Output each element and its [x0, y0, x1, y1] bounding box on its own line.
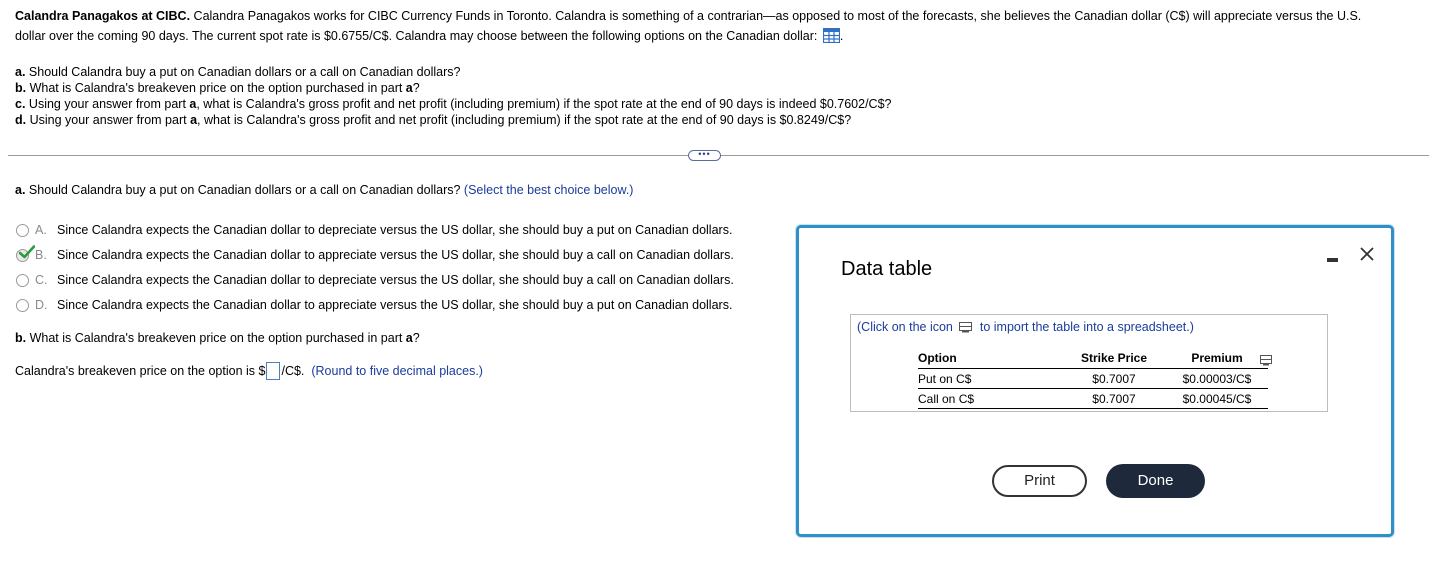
question-b-label: b. — [15, 81, 27, 95]
problem-statement — [15, 6, 1430, 46]
cell-premium: $0.00045/C$ — [1166, 389, 1268, 409]
data-table-frame — [850, 314, 1328, 412]
cell-strike: $0.7007 — [1062, 369, 1166, 389]
cell-strike: $0.7007 — [1062, 389, 1166, 409]
answer-instruction: (Round to five decimal places.) — [311, 364, 483, 378]
problem-text-end: . — [839, 29, 844, 43]
choice-c-letter: C. — [35, 273, 48, 287]
choice-b-letter: B. — [35, 248, 47, 262]
cell-premium: $0.00003/C$ — [1166, 369, 1268, 389]
choice-b[interactable] — [16, 247, 734, 263]
radio-d[interactable] — [16, 299, 29, 312]
data-table-icon[interactable] — [823, 28, 840, 43]
data-table-dialog — [796, 225, 1394, 537]
part-a-instruction: (Select the best choice below.) — [463, 183, 634, 197]
answer-suffix: /C$. — [281, 364, 305, 378]
print-button[interactable]: Print — [992, 465, 1087, 497]
choice-d-letter: D. — [35, 298, 48, 312]
part-a-label: a. — [15, 183, 26, 197]
radio-b[interactable] — [16, 249, 29, 262]
import-note — [857, 320, 1194, 334]
part-a-text: Should Calandra buy a put on Canadian dollars or a call on Canadian dollars? — [25, 183, 464, 197]
part-a-prompt — [15, 183, 633, 197]
question-d-end: , what is Calandra's gross profit and net profit (including premium) if the spot rate at the end of 90 days is $0.8249/C$? — [197, 113, 852, 127]
question-c-text: Using your answer from part — [25, 97, 190, 111]
question-b-text: What is Calandra's breakeven price on the option purchased in part — [26, 81, 406, 95]
done-button[interactable]: Done — [1106, 464, 1205, 498]
part-b-prompt — [15, 331, 420, 345]
header-option: Option — [918, 349, 1062, 369]
header-premium: Premium — [1166, 349, 1268, 369]
table-header-row — [918, 349, 1268, 369]
answer-prefix: Calandra's breakeven price on the option is $ — [15, 364, 266, 378]
import-note-prefix: (Click on the icon — [857, 320, 953, 334]
spreadsheet-icon[interactable] — [959, 322, 972, 333]
choice-d-text: Since Calandra expects the Canadian dollar to appreciate versus the US dollar, she should buy a put on Canadian dollars. — [57, 298, 733, 312]
table-row — [918, 389, 1268, 409]
breakeven-input[interactable] — [266, 362, 280, 380]
close-icon[interactable] — [1358, 245, 1376, 263]
question-d — [15, 112, 892, 128]
problem-title: Calandra Panagakos at CIBC. — [15, 9, 191, 23]
options-table — [918, 349, 1268, 409]
cell-option: Call on C$ — [918, 389, 1062, 409]
part-b-label: b. — [15, 331, 27, 345]
question-c — [15, 96, 892, 112]
question-c-end: , what is Calandra's gross profit and net profit (including premium) if the spot rate at the end of 90 days is indeed $0.7602/C$? — [196, 97, 892, 111]
part-b-answer-line — [15, 362, 483, 380]
part-b-ref: a — [405, 331, 413, 345]
choice-a-letter: A. — [35, 223, 47, 237]
choice-b-text: Since Calandra expects the Canadian dollar to appreciate versus the US dollar, she should buy a call on Canadian dollars. — [57, 248, 734, 262]
cell-option: Put on C$ — [918, 369, 1062, 389]
part-b-text: What is Calandra's breakeven price on the option purchased in part — [26, 331, 406, 345]
question-b-ref: a — [405, 81, 413, 95]
choice-c-text: Since Calandra expects the Canadian dollar to depreciate versus the US dollar, she should buy a call on Canadian dollars. — [57, 273, 734, 287]
header-strike-price: Strike Price — [1062, 349, 1166, 369]
choice-a[interactable] — [16, 222, 732, 238]
question-c-label: c. — [15, 97, 26, 111]
question-a-text: Should Calandra buy a put on Canadian dollars or a call on Canadian dollars? — [25, 65, 461, 79]
minimize-icon[interactable] — [1327, 258, 1338, 262]
table-row — [918, 369, 1268, 389]
question-d-ref: a — [190, 113, 198, 127]
problem-text-1: Calandra Panagakos works for CIBC Currency Funds in Toronto. Calandra is something of a contrarian—as opposed to most of the forecasts, she believes the Canadian dollar (C$) will appreciate versus the U.S. — [190, 9, 1362, 23]
question-b — [15, 80, 892, 96]
question-list — [15, 64, 892, 128]
choice-c[interactable] — [16, 272, 734, 288]
question-a — [15, 64, 892, 80]
import-note-suffix: to import the table into a spreadsheet.) — [979, 320, 1194, 334]
question-b-end: ? — [412, 81, 420, 95]
question-a-label: a. — [15, 65, 26, 79]
question-d-label: d. — [15, 113, 27, 127]
question-c-ref: a — [189, 97, 197, 111]
problem-text-2: dollar over the coming 90 days. The current spot rate is $0.6755/C$. Calandra may choose between the following options on the Canadian dollar: — [15, 29, 818, 43]
radio-c[interactable] — [16, 274, 29, 287]
dialog-title: Data table — [841, 258, 933, 280]
spreadsheet-icon[interactable] — [1260, 355, 1272, 366]
radio-a[interactable] — [16, 224, 29, 237]
expand-more-button[interactable]: ••• — [688, 150, 721, 161]
part-b-end: ? — [412, 331, 420, 345]
choice-a-text: Since Calandra expects the Canadian dollar to depreciate versus the US dollar, she should buy a put on Canadian dollars. — [57, 223, 733, 237]
checkmark-icon — [19, 245, 35, 259]
question-d-text: Using your answer from part — [26, 113, 191, 127]
choice-d[interactable] — [16, 297, 732, 313]
